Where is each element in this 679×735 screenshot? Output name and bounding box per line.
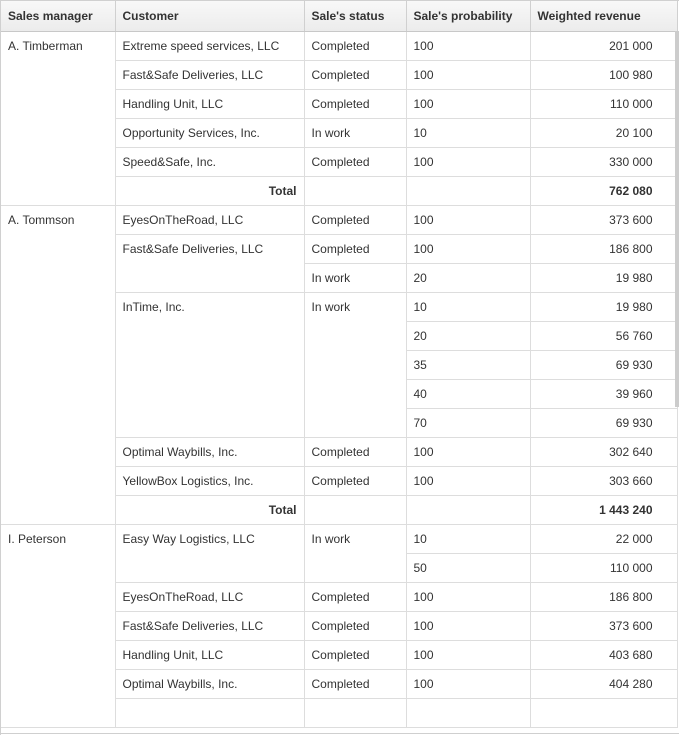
probability-cell: 100 [406, 61, 530, 90]
revenue-cell: 186 800 [530, 235, 677, 264]
probability-cell: 20 [406, 264, 530, 293]
probability-cell: 20 [406, 322, 530, 351]
revenue-cell: 302 640 [530, 438, 677, 467]
customer-cell: Optimal Waybills, Inc. [115, 670, 304, 699]
revenue-cell: 19 980 [530, 293, 677, 322]
manager-cell: A. Timberman [1, 32, 115, 206]
status-cell: Completed [304, 206, 406, 235]
revenue-cell: 303 660 [530, 467, 677, 496]
revenue-cell: 56 760 [530, 322, 677, 351]
probability-cell: 35 [406, 351, 530, 380]
revenue-cell: 19 980 [530, 264, 677, 293]
probability-cell: 40 [406, 380, 530, 409]
header-row [1, 1, 677, 32]
table-row [1, 525, 677, 554]
column-header-customer[interactable]: Customer [115, 1, 304, 32]
total-probability-cell [406, 177, 530, 206]
customer-cell: Handling Unit, LLC [115, 90, 304, 119]
status-cell: Completed [304, 612, 406, 641]
revenue-cell: 100 980 [530, 61, 677, 90]
revenue-cell: 110 000 [530, 554, 677, 583]
probability-cell: 100 [406, 235, 530, 264]
probability-cell: 10 [406, 119, 530, 148]
revenue-cell [530, 699, 677, 728]
probability-cell: 100 [406, 583, 530, 612]
grid-bottom-border [0, 733, 679, 734]
column-header-sales-manager[interactable]: Sales manager [1, 1, 115, 32]
customer-cell: Fast&Safe Deliveries, LLC [115, 61, 304, 90]
customer-cell: InTime, Inc. [115, 293, 304, 438]
probability-cell: 100 [406, 612, 530, 641]
status-cell: Completed [304, 641, 406, 670]
column-header-sales-probability[interactable]: Sale's probability [406, 1, 530, 32]
probability-cell [406, 699, 530, 728]
revenue-cell: 22 000 [530, 525, 677, 554]
probability-cell: 100 [406, 438, 530, 467]
total-revenue-cell: 762 080 [530, 177, 677, 206]
customer-cell: Speed&Safe, Inc. [115, 148, 304, 177]
status-cell: Completed [304, 467, 406, 496]
customer-cell: Fast&Safe Deliveries, LLC [115, 235, 304, 293]
customer-cell: Fast&Safe Deliveries, LLC [115, 612, 304, 641]
revenue-cell: 373 600 [530, 612, 677, 641]
probability-cell: 100 [406, 467, 530, 496]
revenue-cell: 110 000 [530, 90, 677, 119]
probability-cell: 10 [406, 525, 530, 554]
status-cell: In work [304, 119, 406, 148]
probability-cell: 100 [406, 32, 530, 61]
status-cell: Completed [304, 32, 406, 61]
status-cell: In work [304, 264, 406, 293]
probability-cell: 70 [406, 409, 530, 438]
revenue-cell: 69 930 [530, 351, 677, 380]
probability-cell: 100 [406, 90, 530, 119]
revenue-cell: 373 600 [530, 206, 677, 235]
probability-cell: 100 [406, 148, 530, 177]
probability-cell: 100 [406, 641, 530, 670]
pivot-table [1, 1, 678, 728]
customer-cell: Extreme speed services, LLC [115, 32, 304, 61]
status-cell: Completed [304, 438, 406, 467]
probability-cell: 100 [406, 206, 530, 235]
column-header-weighted-revenue[interactable]: Weighted revenue [530, 1, 677, 32]
total-label: Total [115, 177, 304, 206]
total-probability-cell [406, 496, 530, 525]
probability-cell: 100 [406, 670, 530, 699]
customer-cell: EyesOnTheRoad, LLC [115, 206, 304, 235]
customer-cell: Opportunity Services, Inc. [115, 119, 304, 148]
revenue-cell: 39 960 [530, 380, 677, 409]
customer-cell: YellowBox Logistics, Inc. [115, 467, 304, 496]
total-label: Total [115, 496, 304, 525]
revenue-cell: 186 800 [530, 583, 677, 612]
status-cell: Completed [304, 61, 406, 90]
probability-cell: 10 [406, 293, 530, 322]
total-status-cell [304, 496, 406, 525]
status-cell: In work [304, 293, 406, 438]
revenue-cell: 404 280 [530, 670, 677, 699]
revenue-cell: 20 100 [530, 119, 677, 148]
total-status-cell [304, 177, 406, 206]
revenue-cell: 201 000 [530, 32, 677, 61]
status-cell: Completed [304, 90, 406, 119]
table-row [1, 32, 677, 61]
revenue-cell: 403 680 [530, 641, 677, 670]
status-cell: Completed [304, 235, 406, 264]
vertical-scrollbar[interactable] [675, 31, 679, 407]
status-cell: Completed [304, 670, 406, 699]
customer-cell: Handling Unit, LLC [115, 641, 304, 670]
status-cell: Completed [304, 148, 406, 177]
revenue-cell: 330 000 [530, 148, 677, 177]
column-header-sales-status[interactable]: Sale's status [304, 1, 406, 32]
table-row [1, 206, 677, 235]
manager-cell: A. Tommson [1, 206, 115, 525]
manager-cell: I. Peterson [1, 525, 115, 728]
customer-cell: Easy Way Logistics, LLC [115, 525, 304, 583]
customer-cell: Optimal Waybills, Inc. [115, 438, 304, 467]
status-cell [304, 699, 406, 728]
total-revenue-cell: 1 443 240 [530, 496, 677, 525]
status-cell: In work [304, 525, 406, 583]
customer-cell [115, 699, 304, 728]
probability-cell: 50 [406, 554, 530, 583]
customer-cell: EyesOnTheRoad, LLC [115, 583, 304, 612]
status-cell: Completed [304, 583, 406, 612]
revenue-cell: 69 930 [530, 409, 677, 438]
